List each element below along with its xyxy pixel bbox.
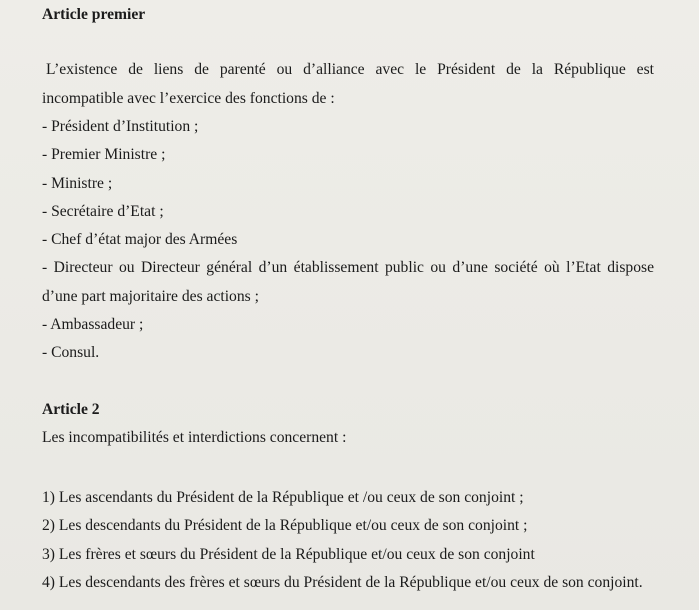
list-item: - Président d’Institution ;: [42, 118, 199, 135]
list-item: - Ministre ;: [42, 175, 113, 192]
list-item: - Ambassadeur ;: [42, 316, 144, 333]
list-item: 2) Les descendants du Président de la République et/ou ceux de son conjoint ;: [42, 517, 528, 534]
list-item: 3) Les frères et sœurs du Président de la République et/ou ceux de son conjoint: [42, 546, 535, 563]
list-item: 1) Les ascendants du Président de la République et /ou ceux de son conjoint ;: [42, 489, 524, 506]
article-2-intro: Les incompatibilités et interdictions concernent :: [42, 429, 347, 446]
article-2-heading: Article 2: [42, 401, 100, 418]
list-item-continuation: d’une part majoritaire des actions ;: [42, 288, 259, 305]
list-item: - Secrétaire d’Etat ;: [42, 203, 164, 220]
list-item: - Directeur ou Directeur général d’un établissement public ou d’une société où l’Etat dispose: [42, 259, 654, 276]
list-item: - Premier Ministre ;: [42, 146, 166, 163]
article-1-intro-line-2: incompatible avec l’exercice des fonctions de :: [42, 90, 335, 107]
list-item: 4) Les descendants des frères et sœurs du Président de la République et/ou ceux de son conjoint.: [42, 574, 643, 591]
article-1-heading: Article premier: [42, 6, 146, 23]
list-item: - Chef d’état major des Armées: [42, 231, 238, 248]
list-item: - Consul.: [42, 344, 100, 361]
article-1-intro-line-1: L’existence de liens de parenté ou d’alliance avec le Président de la République est: [46, 61, 654, 78]
